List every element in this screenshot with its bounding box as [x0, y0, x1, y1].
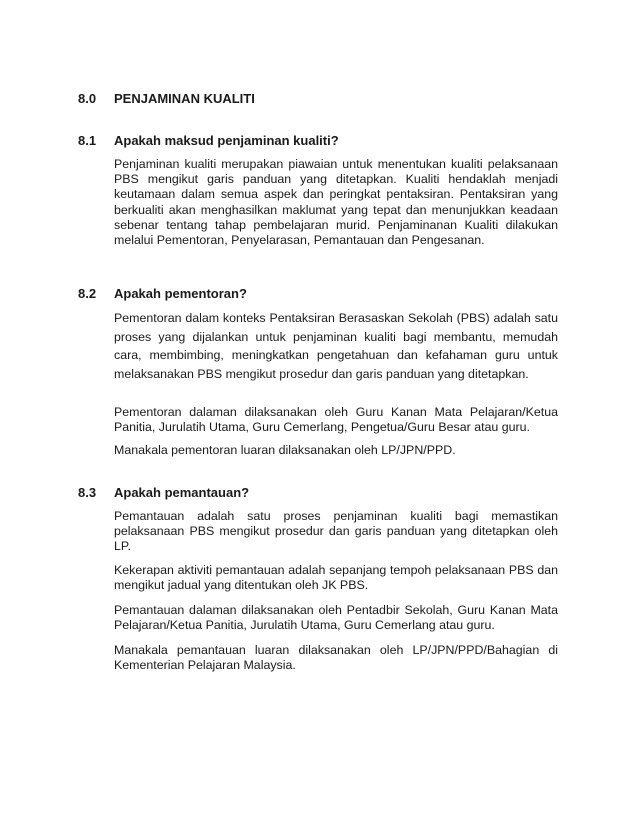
paragraph: Pementoran dalam konteks Pentaksiran Berasaskan Sekolah (PBS) adalah satu proses yang dijalankan untuk penjaminan kualiti bagi membantu, memudah cara, membimbing, meningkatkan pengetahuan dan kefahaman guru untuk melaksanakan PBS mengikut prosedur dan garis panduan yang ditetapkan.	[114, 311, 558, 381]
subsection-number: 8.2	[78, 286, 97, 301]
section-title: PENJAMINAN KUALITI	[114, 91, 255, 106]
paragraph: Pementoran dalaman dilaksanakan oleh Guru Kanan Mata Pelajaran/Ketua Panitia, Jurulatih Utama, Guru Cemerlang, Pengetua/Guru Besar atau guru.	[114, 405, 558, 435]
section-number: 8.0	[78, 91, 97, 106]
subsection-question: Apakah pementoran?	[114, 286, 247, 301]
subsection-number: 8.1	[78, 133, 97, 148]
paragraph: Pemantauan adalah satu proses penjaminan kualiti bagi memastikan pelaksanaan PBS mengikut prosedur dan garis panduan yang ditetapkan oleh LP.	[114, 509, 558, 554]
paragraph: Manakala pemantauan luaran dilaksanakan oleh LP/JPN/PPD/Bahagian di Kementerian Pelajaran Malaysia.	[114, 643, 558, 673]
paragraph: Pemantauan dalaman dilaksanakan oleh Pentadbir Sekolah, Guru Kanan Mata Pelajaran/Ketua Panitia, Jurulatih Utama, Guru Cemerlang atau guru.	[114, 603, 558, 633]
paragraph: Kekerapan aktiviti pemantauan adalah sepanjang tempoh pelaksanaan PBS dan mengikut jadual yang ditentukan oleh JK PBS.	[114, 563, 558, 593]
paragraph: Manakala pementoran luaran dilaksanakan oleh LP/JPN/PPD.	[114, 443, 456, 457]
subsection-number: 8.3	[78, 485, 97, 500]
subsection-question: Apakah pemantauan?	[114, 485, 250, 500]
subsection-question: Apakah maksud penjaminan kualiti?	[114, 133, 339, 148]
paragraph: Penjaminan kualiti merupakan piawaian untuk menentukan kualiti pelaksanaan PBS mengikut garis panduan yang ditetapkan. Kualiti hendaklah menjadi keutamaan dalam semua aspek dan peringkat pentaksiran. Pentaksiran yang berkualiti akan menghasilkan maklumat yang tepat dan menunjukkan keadaan sebenar tentang tahap pembelajaran murid. Penjaminanan Kualiti dilakukan melalui Pementoran, Penyelarasan, Pemantauan dan Pengesanan.	[114, 157, 558, 248]
